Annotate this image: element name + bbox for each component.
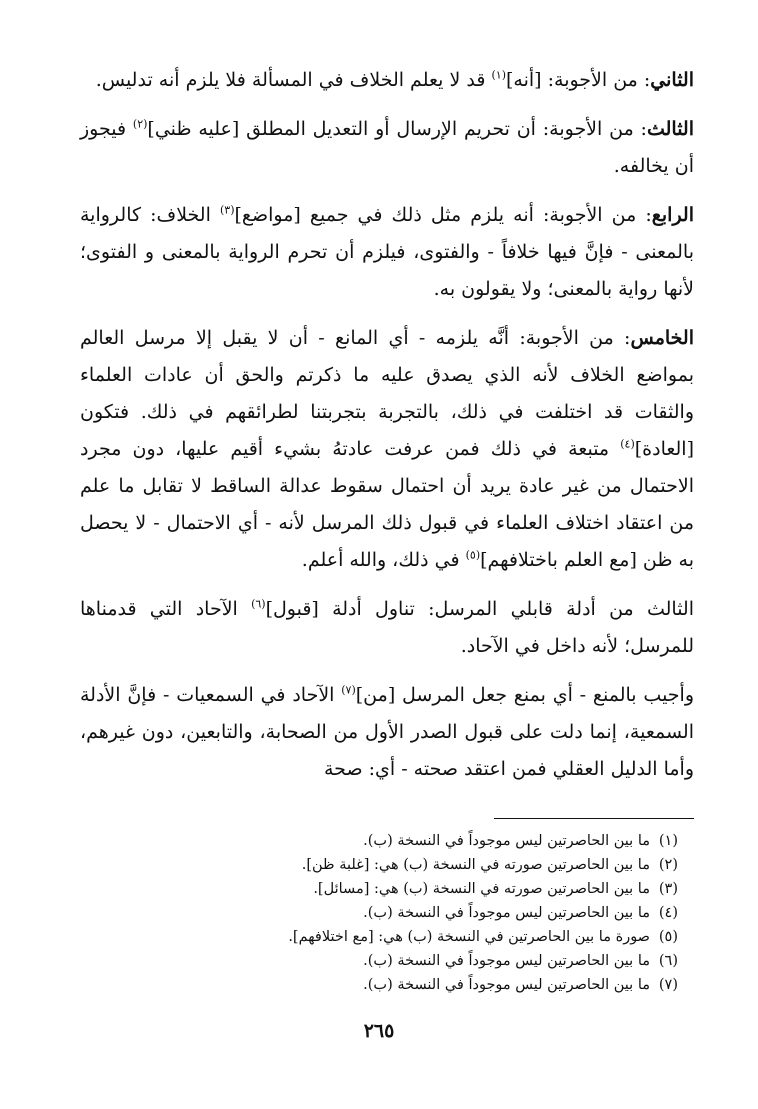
footnote-text: ما بين الحاصرتين ليس موجوداً في النسخة (ب). — [363, 905, 650, 921]
paragraph-text: قد لا يعلم الخلاف في المسألة فلا يلزم أنه تدليس. — [95, 69, 492, 91]
footnotes-list — [80, 829, 694, 997]
paragraph-response — [80, 677, 694, 788]
footnote-text: ما بين الحاصرتين ليس موجوداً في النسخة (ب). — [363, 953, 650, 969]
footnote-ref: (٢) — [132, 117, 148, 131]
paragraph-lead: الثالث — [646, 118, 694, 140]
paragraph-fifth-answer — [80, 320, 694, 579]
footnote-text: ما بين الحاصرتين صورته في النسخة (ب) هي: [غلبة ظن]. — [301, 857, 650, 873]
paragraph-text: متبعة في ذلك فمن عرفت عادتهُ بشيء أقيم عليها، دون مجرد الاحتمال من غير عادة يريد أن احتمال سقوط عدالة الساقط لا تقابل ما علم من اعتقاد اختلاف العلماء في قبول ذلك المرسل لأنه - أي الاحتمال - لا يحصل به ظن [مع العلم باختلافهم] — [80, 438, 694, 571]
footnote-divider — [494, 818, 694, 819]
footnote-ref: (٦) — [251, 597, 266, 611]
footnote-item — [80, 853, 694, 877]
page-body — [80, 62, 694, 997]
footnote-item — [80, 829, 694, 853]
paragraph-text: الآحاد في السمعيات - فإنَّ الأدلة السمعية، إنما دلت على قبول الصدر الأول من الصحابة، والتابعين، دون غيرهم، وأما الدليل العقلي فمن اعتقد صحته - أي: صحة — [80, 684, 694, 780]
footnote-text: صورة ما بين الحاصرتين في النسخة (ب) هي: [مع اختلافهم]. — [288, 929, 650, 945]
footnote-ref: (١) — [491, 68, 506, 82]
footnote-number: (٤) — [658, 905, 678, 921]
footnote-text: ما بين الحاصرتين ليس موجوداً في النسخة (ب). — [363, 977, 650, 993]
footnote-item — [80, 877, 694, 901]
footnote-ref: (٧) — [341, 683, 356, 697]
footnote-number: (١) — [658, 833, 678, 849]
footnote-text: ما بين الحاصرتين ليس موجوداً في النسخة (ب). — [363, 833, 650, 849]
paragraph-lead: الرابع — [651, 204, 694, 226]
footnote-ref: (٥) — [465, 548, 481, 562]
footnote-item — [80, 949, 694, 973]
paragraph-fourth-answer — [80, 197, 694, 308]
footnote-ref: (٣) — [219, 203, 235, 217]
footnote-ref: (٤) — [620, 437, 635, 451]
footnote-number: (٣) — [658, 881, 678, 897]
paragraph-text: : من الأجوبة: أنه يلزم مثل ذلك في جميع [مواضع] — [234, 204, 652, 226]
footnote-item — [80, 901, 694, 925]
footnote-item — [80, 925, 694, 949]
paragraph-text: الآحاد التي قدمناها للمرسل؛ لأنه داخل في الآحاد. — [80, 598, 694, 657]
paragraph-second-answer — [80, 62, 694, 99]
paragraph-text: فيجوز أن يخالفه. — [80, 118, 694, 177]
paragraph-text: : من الأجوبة: أنَّه يلزمه - أي المانع - أن لا يقبل إلا مرسل العالم بمواضع الخلاف لأنه الذي يصدق عليه ما ذكرتم والحق أن عادات العلماء والثقات قد اختلفت في ذلك، بالتجربة بتجربتنا لطرائقهم في ذلك. فتكون [العادة] — [80, 327, 694, 460]
footnote-number: (٦) — [658, 953, 678, 969]
paragraph-text: : من الأجوبة: أن تحريم الإرسال أو التعديل المطلق [عليه ظني] — [147, 118, 647, 140]
page-number: ٢٦٥ — [363, 1020, 395, 1042]
paragraph-text: في ذلك، والله أعلم. — [301, 549, 466, 571]
paragraph-text: وأجيب بالمنع - أي بمنع جعل المرسل [من] — [355, 684, 694, 706]
paragraph-text: الثالث من أدلة قابلي المرسل: تناول أدلة [قبول] — [265, 598, 695, 620]
paragraph-text: : من الأجوبة: [أنه] — [505, 69, 651, 91]
footnote-number: (٥) — [658, 929, 678, 945]
paragraph-third-answer — [80, 111, 694, 185]
footnote-text: ما بين الحاصرتين صورته في النسخة (ب) هي: [مسائل]. — [313, 881, 650, 897]
paragraph-text: الخلاف: كالرواية بالمعنى - فإنَّ فيها خلافاً - والفتوى، فيلزم أن تحرم الرواية بالمعنى و الفتوى؛ لأنها رواية بالمعنى؛ ولا يقولون به. — [80, 204, 694, 300]
footnote-item — [80, 973, 694, 997]
paragraph-lead: الخامس — [630, 327, 694, 349]
paragraph-third-evidence — [80, 591, 694, 665]
footnote-number: (٢) — [658, 857, 678, 873]
footnote-number: (٧) — [658, 977, 678, 993]
paragraph-lead: الثاني — [650, 69, 694, 91]
